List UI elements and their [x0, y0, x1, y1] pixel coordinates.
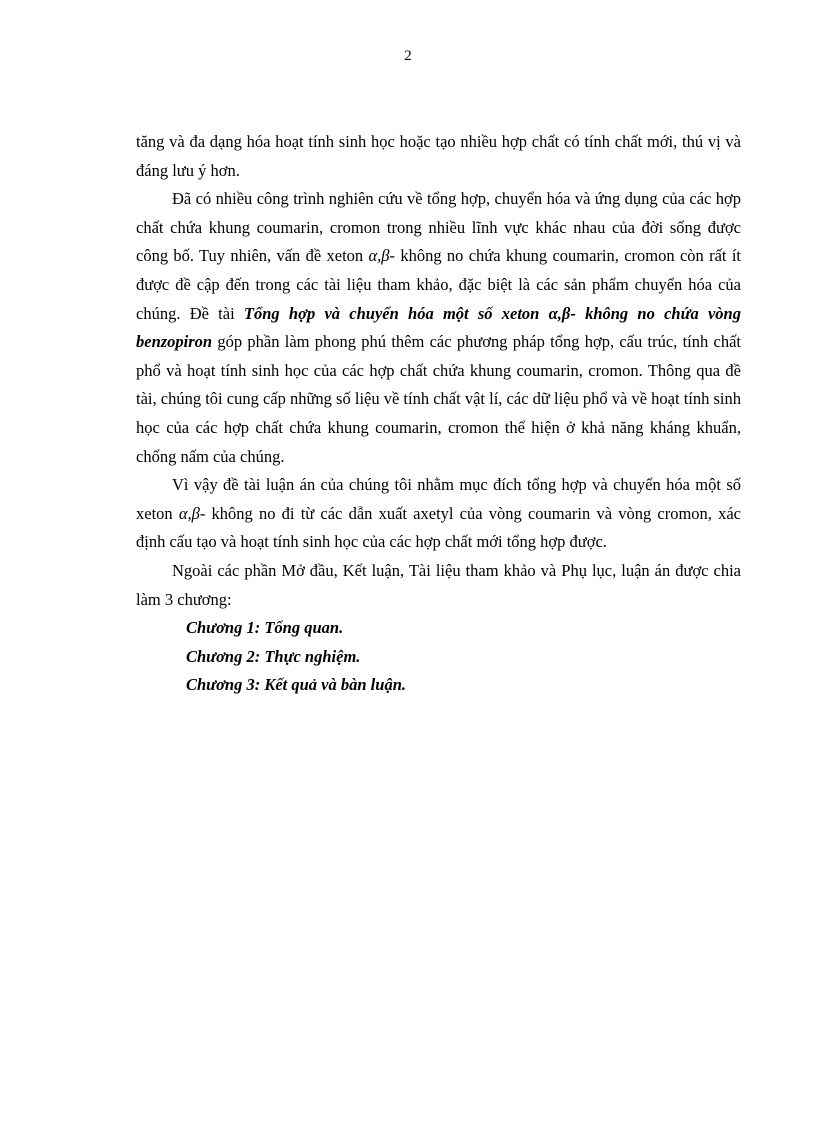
thesis-title-part-2: - không no chứa vòng benzopiron: [136, 303, 741, 352]
paragraph-1: tăng và đa dạng hóa hoạt tính sinh học hoặc tạo nhiều hợp chất có tính chất mới, thú vị và đáng lưu ý hơn.: [136, 132, 741, 180]
paragraph-2-text-b: - không no chứa khung coumarin, cromon còn rất ít được đề cập đến trong các tài liệu tham khảo, đặc biệt là các sản phẩm chuyển hóa của chúng. Đề tài: [136, 246, 741, 323]
paragraph-4: Ngoài các phần Mở đầu, Kết luận, Tài liệu tham khảo và Phụ lục, luận án được chia làm 3 chương:: [136, 560, 741, 609]
paragraph-2-text-c: góp phần làm phong phú thêm các phương pháp tổng hợp, cấu trúc, tính chất phổ và hoạt tính sinh học của các hợp chất chứa khung coumarin, cromon. Thông qua đề tài, chúng tôi cung cấp những số liệu về tính chất vật lí, các dữ liệu phổ và về hoạt tính sinh học của các hợp chất chứa khung coumarin, cromon thể hiện ở khả năng kháng khuẩn, chống nấm của chúng.: [136, 332, 741, 466]
paragraph-2: [136, 185, 741, 471]
greek-alpha-beta: α,β: [178, 503, 200, 523]
document-body: [136, 128, 741, 700]
paragraph-3: [136, 471, 741, 557]
page-number: 2: [404, 48, 412, 64]
chapter-item-1: Chương 1: Tổng quan.: [186, 618, 344, 638]
chapter-list: [136, 614, 741, 700]
paragraph-2-text-a: Đã có nhiều công trình nghiên cứu về tổng hợp, chuyển hóa và ứng dụng của các hợp chất chứa khung coumarin, cromon trong nhiều lĩnh vực khác nhau của đời sống được công bố. Tuy nhiên, vấn đề xeton: [136, 189, 741, 266]
chapter-item-2: Chương 2: Thực nghiệm.: [186, 646, 361, 666]
paragraph-3-text-b: - không no đi từ các dẫn xuất axetyl của vòng coumarin và vòng cromon, xác định cấu tạo và hoạt tính sinh học của các hợp chất mới tổng hợp được.: [136, 503, 742, 552]
paragraph-3-text-a: Vì vậy đề tài luận án của chúng tôi nhằm mục đích tổng hợp và chuyển hóa một số xeton: [136, 475, 741, 523]
greek-alpha-beta: α,β: [368, 246, 390, 266]
thesis-title-part-1: Tổng hợp và chuyển hóa một số xeton: [243, 303, 549, 323]
thesis-title-greek: α,β: [548, 303, 571, 323]
chapter-item-3: Chương 3: Kết quả và bàn luận.: [186, 675, 406, 695]
